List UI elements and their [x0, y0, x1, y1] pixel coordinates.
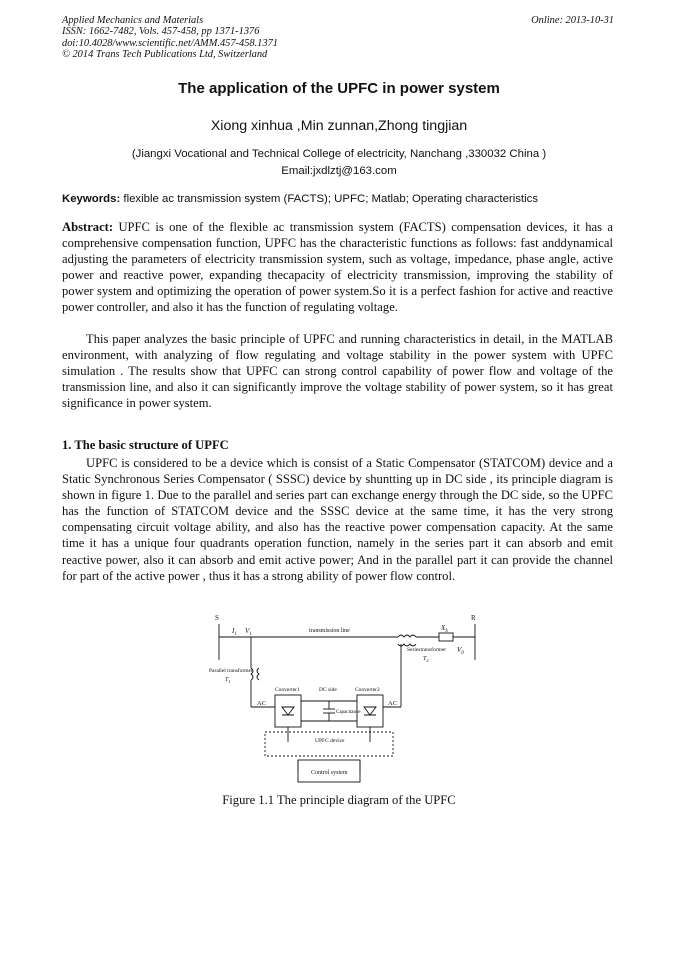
- converter-1-symbol: [282, 707, 294, 715]
- current-i1-label: I: [232, 627, 235, 635]
- svg-text:I1: [231, 627, 237, 637]
- current-i1-subscript: 1: [234, 632, 237, 637]
- converter-1-box: [275, 695, 301, 727]
- converter-2-box: [357, 695, 383, 727]
- series-transformer-t2-subscript: 2: [426, 658, 429, 663]
- svg-text:T1: [225, 677, 231, 684]
- abstract-paragraph-1: [62, 219, 613, 316]
- converter-2-label: Converter2: [355, 687, 380, 693]
- parallel-transformer-t1: T: [225, 677, 229, 683]
- ac-left-label: AC: [257, 700, 267, 707]
- transmission-line-label: transmission line: [309, 628, 350, 634]
- dc-side-label: DC side: [319, 687, 337, 693]
- paper-title: The application of the UPFC in power system: [178, 80, 500, 97]
- keywords: [62, 193, 618, 205]
- capacitance-label: Capacitance: [336, 710, 361, 715]
- voltage-v1-subscript: 1: [249, 632, 252, 637]
- paper-header: [62, 15, 618, 61]
- series-transformer-coil: [398, 635, 416, 637]
- voltage-v0-subscript: 0: [461, 651, 464, 656]
- svg-text:V1: [245, 627, 252, 637]
- series-transformer-t2: T: [423, 656, 427, 662]
- voltage-v1-label: V: [245, 627, 250, 635]
- reactance-label: X: [441, 624, 446, 632]
- reactance-xs: [439, 633, 453, 641]
- section-1-title: 1. The basic structure of UPFC: [62, 438, 229, 452]
- journal-name: Applied Mechanics and Materials: [62, 15, 204, 26]
- affiliation: (Jiangxi Vocational and Technical College of electricity, Nanchang ,330032 China ): [131, 148, 547, 160]
- series-transformer-label: Seriestransformer: [407, 647, 447, 653]
- abstract-label: Abstract:: [62, 220, 114, 234]
- issn-line: ISSN: 1662-7482, Vols. 457-458, pp 1371-1376: [62, 26, 260, 38]
- converter-1-label: Converter1: [275, 687, 300, 693]
- parallel-transformer-label: Parallel transformer: [209, 668, 253, 674]
- section-1-paragraph: UPFC is considered to be a device which is consist of a Static Compensator (STATCOM) device and a Static Synchronous Series Compensator ( SSSC) device by shuntting up in DC side , its principle diagram is shown in figure 1. Due to the parallel and series part can exchange energy through the DC side, so the UPFC has the function of STATCOM device and the SSSC device at the same time, it has the very strong compensating circuit voltage ability, and also has the reactive power compensation capacity. At the same time it has a unique four quadrants operation function, namely in the series part it can absorb and emit reactive power, also it can absorb and emit active power; And in the parallel part it can provide the channel for part of the active power , thus it has a strong ability of power flow control.: [62, 456, 613, 583]
- keywords-text: flexible ac transmission system (FACTS); UPFC; Matlab; Operating characteristics: [123, 193, 539, 205]
- ac-right-label: AC: [388, 700, 398, 707]
- abstract-text-1: UPFC is one of the flexible ac transmission system (FACTS) compensation devices, it has a comprehensive compensation function, UPFC has the characteristic functions as follows: fast anddynamical adjusting the parameters of electricity transmission system, such as voltage, impedance, phase angle, active power and reactive power, expanding thecapacity of electricity transmission, improving the stability of power system and optimizing the operation of power system.So it is a perfect fashion for active and reactive power controller, and also it has the function of regulating voltage.: [62, 220, 613, 315]
- copyright-line: © 2014 Trans Tech Publications Ltd, Switzerland: [62, 49, 268, 61]
- voltage-v0-label: V: [457, 646, 462, 654]
- reactance-subscript: S: [445, 629, 448, 634]
- svg-text:V0: [457, 646, 464, 656]
- control-system-label: Control system: [311, 770, 348, 776]
- email: Email:jxdlztj@163.com: [281, 165, 397, 177]
- svg-text:XS: [440, 624, 448, 634]
- doi-line: doi:10.4028/www.scientific.net/AMM.457-458.1371: [62, 37, 278, 49]
- figure-caption: Figure 1.1 The principle diagram of the UPFC: [222, 793, 456, 807]
- bus-r-label: R: [471, 614, 476, 622]
- online-date: Online: 2013-10-31: [531, 15, 614, 26]
- abstract-paragraph-2: This paper analyzes the basic principle of UPFC and running characteristics in detail, in the MATLAB environment, with analyzing of flow regulating and voltage stability in the power system with UPFC simulation . The results show that UPFC can strong control capability of power flow and voltage of the transmission line, and also it can significantly improve the voltage stability of power system, so it has great significance in power system.: [62, 332, 613, 411]
- upfc-principle-diagram: [205, 610, 495, 790]
- upfc-device-boundary: [265, 732, 393, 756]
- upfc-device-label: UPFC device: [315, 738, 345, 744]
- parallel-transformer-t1-subscript: 1: [228, 679, 231, 684]
- affiliation-block: [0, 146, 678, 180]
- bus-s-label: S: [215, 614, 219, 622]
- svg-text:T2: [423, 656, 429, 663]
- paper-authors: Xiong xinhua ,Min zunnan,Zhong tingjian: [210, 118, 468, 134]
- converter-2-symbol: [364, 707, 376, 715]
- keywords-label: Keywords:: [62, 193, 121, 205]
